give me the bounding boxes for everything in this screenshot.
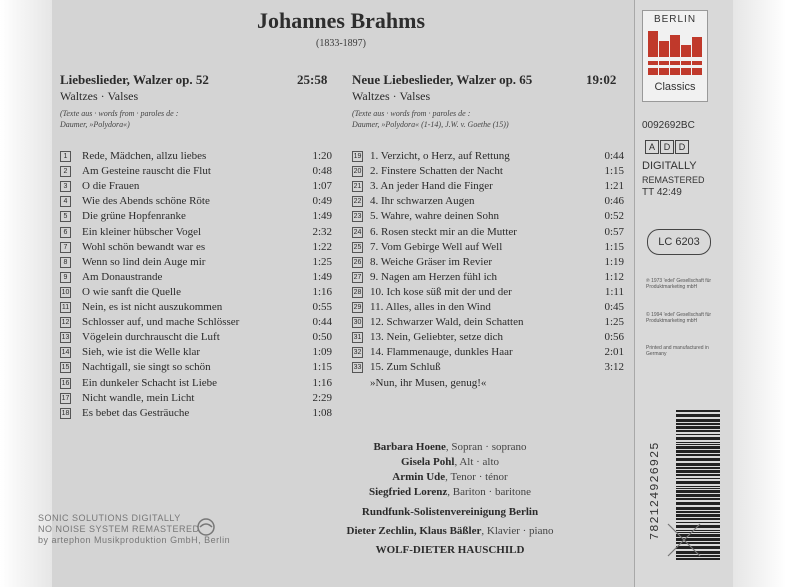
remastered-label: REMASTERED: [642, 175, 705, 185]
performer-role: , Alt · alto: [454, 456, 500, 468]
track-number: [60, 300, 73, 315]
track-number: [60, 209, 73, 224]
track-duration: 0:50: [312, 331, 332, 344]
track-number: [60, 330, 73, 345]
track-title: Sieh, wie ist die Welle klar: [82, 346, 201, 359]
track-number: [60, 225, 73, 240]
track-number: [60, 270, 73, 285]
track-title: 1. Verzicht, o Herz, auf Rettung: [370, 150, 510, 162]
track-duration: 1:49: [312, 210, 332, 223]
track-row: [352, 315, 624, 330]
catalog-number: 0092692BC: [642, 120, 695, 131]
logo-bottom-text: Classics: [654, 81, 696, 93]
track-index-box: 33: [353, 364, 362, 372]
track-number: [352, 194, 365, 209]
track-duration: 2:29: [312, 391, 332, 404]
track-duration: 1:08: [312, 406, 332, 419]
left-note-line1: (Texte aus · words from · paroles de :: [60, 109, 179, 118]
track-index-box: 3: [60, 181, 71, 192]
track-row: [352, 149, 624, 164]
track-title: Vögelein durchrauscht die Luft: [82, 331, 220, 344]
performer-line: [300, 440, 600, 455]
track-number: [352, 225, 365, 240]
track-title: Nachtigall, sie singt so schön: [82, 361, 211, 374]
track-title: 11. Alles, alles in den Wind: [370, 301, 491, 313]
track-row: [352, 376, 624, 391]
track-row: [352, 179, 624, 194]
track-number: [352, 360, 365, 375]
right-text-note: [352, 108, 509, 130]
track-index-box: 20: [353, 168, 362, 176]
performer-name: Siegfried Lorenz: [368, 486, 448, 498]
copyright-cover: © 1994 'edel' Gesellschaft für Produktmarketing mbH: [646, 312, 712, 324]
track-duration: 1:16: [312, 376, 332, 389]
track-index-box: 23: [353, 213, 362, 221]
track-index-box: 21: [353, 183, 362, 191]
track-row: [60, 345, 332, 360]
track-duration: 1:25: [604, 316, 624, 329]
track-number: [352, 300, 365, 315]
track-number: [60, 285, 73, 300]
track-index-box: 9: [60, 272, 71, 283]
add-code-2: D: [660, 140, 674, 154]
track-duration: 1:07: [312, 180, 332, 193]
track-title: Es bebet das Gesträuche: [82, 406, 190, 419]
track-index-box: 6: [60, 227, 71, 238]
track-number: [352, 285, 365, 300]
track-duration: 0:45: [604, 301, 624, 313]
track-index-box: 26: [353, 258, 362, 266]
track-number: [352, 179, 365, 194]
track-number: [60, 194, 73, 209]
left-work-title: Liebeslieder, Walzer op. 52: [60, 72, 209, 87]
track-number: [60, 149, 73, 164]
track-index-box: 27: [353, 273, 362, 281]
case-shadow-right: [733, 0, 786, 587]
open-case-arrow-icon: [664, 520, 704, 560]
track-duration: 0:52: [604, 210, 624, 223]
performer-line: [300, 485, 600, 500]
track-row: [60, 376, 332, 391]
track-title: 4. Ihr schwarzen Augen: [370, 195, 475, 208]
track-title: Wie des Abends schöne Röte: [82, 195, 210, 208]
performer-role: , Tenor · ténor: [445, 471, 508, 483]
berlin-classics-logo: [642, 10, 708, 102]
performer-line: [300, 505, 600, 520]
track-duration: 2:01: [604, 346, 624, 359]
track-index-box: 32: [353, 349, 362, 357]
performer-role: , Bariton · baritone: [447, 486, 531, 498]
track-duration: 1:12: [604, 270, 624, 283]
track-duration: 1:15: [604, 240, 624, 253]
track-row: [60, 285, 332, 300]
track-number: [60, 179, 73, 194]
track-index-box: 16: [61, 379, 70, 387]
track-row: [60, 270, 332, 285]
performer-name: Armin Ude: [392, 471, 446, 483]
track-title: 10. Ich kose süß mit der und der: [370, 285, 512, 298]
track-row: [60, 300, 332, 315]
left-work-duration: 25:58: [297, 72, 328, 87]
track-title: 3. An jeder Hand die Finger: [370, 180, 493, 193]
left-subtitle: Waltzes · Valses: [60, 89, 139, 103]
track-title: Am Gesteine rauscht die Flut: [82, 165, 211, 178]
track-index-box: 31: [353, 334, 362, 342]
track-index-box: 19: [353, 153, 362, 160]
track-duration: 1:09: [312, 346, 332, 359]
track-index-box: 29: [353, 304, 362, 311]
track-row: [60, 164, 332, 179]
track-duration: 1:16: [312, 285, 332, 298]
composer-title: Johannes Brahms: [256, 8, 426, 33]
track-row: [352, 300, 624, 315]
performer-line: [300, 543, 600, 558]
track-row: [60, 255, 332, 270]
track-index-box: 5: [60, 211, 71, 222]
track-duration: 1:49: [312, 270, 332, 283]
sonic-line1: SONIC SOLUTIONS DIGITALLY: [38, 513, 181, 523]
track-number: [60, 406, 73, 421]
track-row: [60, 360, 332, 375]
track-title: Wohl schön bewandt war es: [82, 240, 206, 253]
track-row: [352, 330, 624, 345]
track-row: [352, 164, 624, 179]
track-number: [352, 149, 365, 164]
track-title: O die Frauen: [82, 180, 140, 193]
total-time: TT 42:49: [642, 187, 682, 198]
track-number: [60, 240, 73, 255]
track-index-box: 24: [353, 228, 362, 236]
track-title: Ein dunkeler Schacht ist Liebe: [82, 376, 218, 389]
digitally-label: DIGITALLY: [642, 160, 697, 172]
track-index-box: 28: [353, 288, 362, 296]
performer-name: WOLF-DIETER HAUSCHILD: [375, 544, 525, 556]
left-text-note: [60, 108, 178, 130]
track-row: [60, 194, 332, 209]
track-row: [60, 179, 332, 194]
track-row: [352, 209, 624, 224]
track-row: [60, 240, 332, 255]
track-title: 15. Zum Schluß: [370, 361, 441, 374]
track-title: 5. Wahre, wahre deinen Sohn: [370, 210, 500, 223]
barcode-number: 782124926925: [648, 441, 662, 540]
track-duration: 0:55: [312, 301, 332, 313]
track-title: O wie sanft die Quelle: [82, 285, 181, 298]
track-index-box: 1: [60, 151, 71, 162]
sonic-line3: by artephon Musikproduktion GmbH, Berlin: [38, 535, 231, 545]
track-duration: 2:32: [312, 225, 332, 238]
track-row: [352, 285, 624, 300]
track-row: [60, 406, 332, 421]
track-duration: 1:22: [312, 240, 332, 253]
track-row: [352, 345, 624, 360]
performer-line: [300, 455, 600, 470]
track-index-box: 25: [353, 243, 362, 251]
track-duration: 0:48: [312, 165, 332, 178]
track-number: [60, 255, 73, 270]
track-duration: 1:20: [312, 150, 332, 162]
case-shadow-left: [0, 0, 52, 587]
track-title: Am Donaustrande: [82, 270, 163, 283]
track-title: »Nun, ihr Musen, genug!«: [370, 376, 487, 389]
made-in-germany: Printed and manufactured in Germany: [646, 345, 709, 357]
track-title: Ein kleiner hübscher Vogel: [82, 225, 202, 238]
sonic-solutions-credit: [38, 513, 268, 546]
performer-name: Rundfunk-Solistenvereinigung Berlin: [361, 506, 539, 518]
right-note-line1: (Texte aus · words from · paroles de :: [352, 109, 471, 118]
track-duration: 1:11: [604, 285, 624, 298]
track-row: [352, 270, 624, 285]
track-number: [352, 240, 365, 255]
track-duration: 0:46: [604, 195, 624, 208]
performer-name: Barbara Hoene: [373, 441, 446, 453]
track-row: [60, 315, 332, 330]
track-number: [60, 391, 73, 406]
track-row: [60, 391, 332, 406]
track-index-box: 11: [61, 304, 70, 311]
track-number: [352, 255, 365, 270]
track-index-box: 8: [60, 257, 71, 268]
track-index-box: 13: [61, 334, 70, 342]
track-row: [60, 225, 332, 240]
performer-name: Dieter Zechlin, Klaus Bäßler: [346, 525, 482, 537]
right-work-duration: 19:02: [586, 72, 617, 87]
right-subtitle: Waltzes · Valses: [352, 89, 431, 103]
logo-bars-icon: [648, 31, 702, 75]
performer-line: [300, 524, 600, 539]
track-number: [352, 330, 365, 345]
track-index-box: 4: [60, 196, 71, 207]
track-number: [352, 270, 365, 285]
track-row: [352, 255, 624, 270]
track-title: 6. Rosen steckt mir an die Mutter: [370, 225, 517, 238]
track-title: 7. Vom Gebirge Well auf Well: [370, 240, 503, 253]
composer-years: (1833-1897): [316, 38, 366, 49]
track-index-box: 2: [60, 166, 71, 177]
logo-top-text: BERLIN: [653, 14, 697, 25]
performer-role: , Sopran · soprano: [445, 441, 527, 453]
track-duration: 0:44: [312, 316, 332, 329]
track-title: Wenn so lind dein Auge mir: [82, 255, 206, 268]
track-number: [352, 209, 365, 224]
track-title: Rede, Mädchen, allzu liebes: [82, 150, 207, 162]
copyright-phonogram: ℗ 1973 'edel' Gesellschaft für Produktmarketing mbH: [646, 278, 712, 290]
track-duration: 0:44: [604, 150, 624, 162]
track-number: [60, 376, 73, 391]
left-note-line2: Daumer, »Polydora«): [60, 120, 130, 129]
track-row: [352, 194, 624, 209]
track-title: Nicht wandle, mein Licht: [82, 391, 195, 404]
track-number: [60, 315, 73, 330]
track-row: [352, 225, 624, 240]
performer-role: , Klavier · piano: [481, 525, 554, 537]
track-title: Schlosser auf, und mache Schlösser: [82, 316, 240, 329]
add-code: [645, 137, 690, 155]
track-row: [60, 209, 332, 224]
track-number: [60, 360, 73, 375]
track-number: [352, 345, 365, 360]
sonic-line2: NO NOISE SYSTEM REMASTERED: [38, 524, 200, 534]
track-index-box: 17: [61, 394, 70, 402]
label-code: LC 6203: [647, 229, 711, 255]
track-index-box: 18: [61, 409, 70, 417]
track-row: [352, 360, 624, 375]
track-duration: 0:49: [312, 195, 332, 208]
performer-name: Gisela Pohl: [400, 456, 455, 468]
add-code-3: D: [675, 140, 689, 154]
track-title: Nein, es ist nicht auszukommen: [82, 301, 223, 313]
track-number: [60, 164, 73, 179]
right-note-line2: Daumer, »Polydora« (1-14), J.W. v. Goethe (15)): [352, 120, 509, 129]
track-number: [352, 164, 365, 179]
track-duration: 0:56: [604, 331, 624, 344]
track-title: 8. Weiche Gräser im Revier: [370, 255, 493, 268]
track-index-box: 14: [61, 349, 70, 357]
performer-line: [300, 470, 600, 485]
no-noise-logo-icon: [196, 517, 216, 537]
track-title: 13. Nein, Geliebter, setze dich: [370, 331, 504, 344]
track-number: [352, 315, 365, 330]
track-number: [60, 345, 73, 360]
track-row: [352, 240, 624, 255]
track-duration: 3:12: [604, 361, 624, 374]
track-index-box: 10: [61, 288, 70, 296]
track-title: 9. Nagen am Herzen fühl ich: [370, 270, 498, 283]
track-index-box: 22: [353, 198, 362, 206]
track-duration: 1:21: [604, 180, 624, 193]
track-index-box: 12: [61, 319, 70, 327]
track-duration: 1:19: [604, 255, 624, 268]
track-title: Die grüne Hopfenranke: [82, 210, 186, 223]
track-duration: 1:15: [604, 165, 624, 178]
track-duration: 1:15: [312, 361, 332, 374]
spine-divider: [634, 0, 635, 587]
track-title: 14. Flammenauge, dunkles Haar: [370, 346, 513, 359]
track-title: 12. Schwarzer Wald, dein Schatten: [370, 316, 524, 329]
track-title: 2. Finstere Schatten der Nacht: [370, 165, 503, 178]
track-index-box: 15: [61, 364, 70, 372]
add-code-1: A: [645, 140, 659, 154]
track-index-box: 30: [353, 319, 362, 327]
track-duration: 1:25: [312, 255, 332, 268]
track-row: [60, 149, 332, 164]
track-duration: 0:57: [604, 225, 624, 238]
right-work-title: Neue Liebeslieder, Walzer op. 65: [352, 72, 533, 87]
track-index-box: 7: [60, 242, 71, 253]
track-row: [60, 330, 332, 345]
